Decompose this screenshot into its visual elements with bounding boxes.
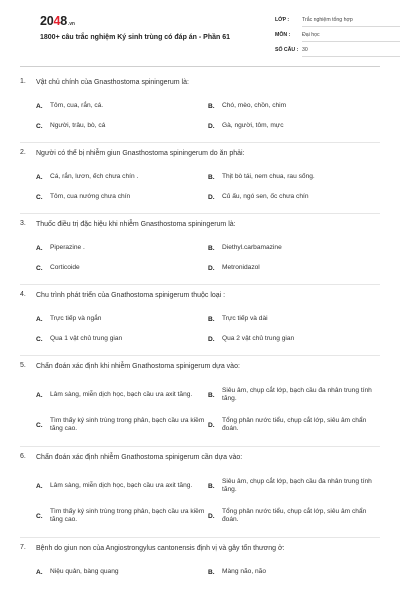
option-text: Tôm, cua, rắn, cá. bbox=[50, 101, 104, 109]
option-text: Lâm sàng, miễn dịch học, bạch cầu ưa axit tăng. bbox=[50, 390, 193, 398]
option-c[interactable] bbox=[36, 262, 208, 274]
option-text: Chó, mèo, chồn, chim bbox=[222, 101, 287, 109]
option-c[interactable] bbox=[36, 191, 208, 203]
option-d[interactable] bbox=[208, 191, 380, 203]
option-d[interactable] bbox=[208, 333, 380, 345]
option-b[interactable] bbox=[208, 475, 380, 497]
question-number: 1. bbox=[20, 78, 26, 85]
option-text: Người, trâu, bò, cá bbox=[50, 121, 106, 129]
option-letter: D. bbox=[208, 335, 215, 343]
option-letter: B. bbox=[208, 102, 215, 110]
option-a[interactable] bbox=[36, 313, 208, 325]
option-a[interactable] bbox=[36, 100, 208, 112]
document-header bbox=[20, 0, 380, 66]
option-b[interactable] bbox=[208, 100, 380, 112]
question-7 bbox=[20, 544, 380, 578]
option-c[interactable] bbox=[36, 505, 208, 527]
question-text: Thuốc điều trị đặc hiệu khi nhiễm Gnasthostoma spiningerum là: bbox=[36, 221, 236, 228]
option-letter: B. bbox=[208, 173, 215, 181]
meta-value: Đại học bbox=[302, 29, 400, 42]
question-1 bbox=[20, 78, 380, 143]
option-letter: D. bbox=[208, 512, 215, 520]
logo-suffix: .vn bbox=[68, 21, 75, 27]
option-d[interactable] bbox=[208, 262, 380, 274]
question-separator bbox=[20, 355, 380, 356]
question-text: Chu trình phát triển của Gnathostoma spinigerum thuộc loại : bbox=[36, 292, 226, 299]
question-number: 7. bbox=[20, 544, 26, 551]
option-d[interactable] bbox=[208, 414, 380, 436]
meta-panel bbox=[275, 14, 400, 59]
option-letter: B. bbox=[208, 391, 215, 399]
question-text: Bệnh do giun non của Angiostrongylus cantonensis định vị và gây tổn thương ở: bbox=[36, 545, 285, 552]
question-text: Chẩn đoán xác định nhiễm Gnathostoma spinigerum cần dựa vào: bbox=[36, 454, 243, 461]
option-text: Gà, người, tôm, mực bbox=[222, 121, 284, 129]
question-number: 5. bbox=[20, 362, 26, 369]
option-letter: D. bbox=[208, 264, 215, 272]
option-a[interactable] bbox=[36, 384, 208, 406]
option-letter: A. bbox=[36, 568, 43, 576]
question-number: 3. bbox=[20, 220, 26, 227]
site-logo[interactable] bbox=[40, 14, 75, 28]
answer-options bbox=[36, 171, 380, 203]
option-a[interactable] bbox=[36, 242, 208, 254]
option-c[interactable] bbox=[36, 120, 208, 132]
question-text: Chẩn đoán xác định khi nhiễm Gnathostoma spinigerum dựa vào: bbox=[36, 363, 240, 370]
option-b[interactable] bbox=[208, 313, 380, 325]
option-b[interactable] bbox=[208, 384, 380, 406]
option-letter: C. bbox=[36, 512, 43, 520]
question-list bbox=[20, 72, 380, 578]
answer-options bbox=[36, 242, 380, 274]
option-a[interactable] bbox=[36, 171, 208, 183]
option-text: Trực tiếp và dài bbox=[222, 314, 268, 322]
option-text: Siêu âm, chụp cắt lớp, bạch cầu đa nhân trung tính tăng. bbox=[222, 477, 372, 493]
question-text: Người có thể bị nhiễm giun Gnasthostoma spiningerum do ăn phải: bbox=[36, 150, 245, 157]
option-a[interactable] bbox=[36, 475, 208, 497]
option-text: Tổng phân nước tiểu, chụp cắt lớp, siêu âm chẩn đoán. bbox=[222, 416, 367, 432]
question-separator bbox=[20, 537, 380, 538]
option-letter: A. bbox=[36, 173, 43, 181]
option-text: Diethyl.carbamazine bbox=[222, 243, 282, 251]
option-text: Trực tiếp và ngắn bbox=[50, 314, 102, 322]
option-text: Cá, rắn, lươn, ếch chưa chín . bbox=[50, 172, 139, 180]
question-text: Vật chủ chính của Gnasthostoma spiningerum là: bbox=[36, 79, 189, 86]
option-letter: B. bbox=[208, 568, 215, 576]
question-number: 6. bbox=[20, 453, 26, 460]
meta-key: LỚP : bbox=[275, 17, 290, 23]
option-text: Qua 2 vật chủ trung gian bbox=[222, 334, 295, 342]
question-2 bbox=[20, 149, 380, 214]
option-text: Qua 1 vật chủ trung gian bbox=[50, 334, 123, 342]
option-text: Metronidazol bbox=[222, 263, 260, 271]
option-letter: D. bbox=[208, 193, 215, 201]
option-d[interactable] bbox=[208, 505, 380, 527]
option-letter: A. bbox=[36, 102, 43, 110]
meta-class bbox=[275, 14, 400, 29]
answer-options bbox=[36, 475, 380, 527]
option-c[interactable] bbox=[36, 414, 208, 436]
option-b[interactable] bbox=[208, 566, 380, 578]
option-letter: A. bbox=[36, 482, 43, 490]
meta-value: 30 bbox=[302, 44, 400, 57]
question-separator bbox=[20, 213, 380, 214]
header-divider bbox=[20, 66, 380, 67]
question-separator bbox=[20, 142, 380, 143]
option-text: Corticoide bbox=[50, 263, 80, 271]
question-6 bbox=[20, 453, 380, 538]
option-text: Tôm, cua nướng chưa chín bbox=[50, 192, 131, 200]
option-b[interactable] bbox=[208, 242, 380, 254]
option-text: Tìm thấy ký sinh trùng trong phân, bạch cầu ưa kiềm tăng cao. bbox=[50, 416, 205, 432]
meta-value: Trắc nghiệm tổng hợp bbox=[302, 14, 400, 27]
option-text: Củ ấu, ngó sen, ốc chưa chín bbox=[222, 192, 309, 200]
question-separator bbox=[20, 446, 380, 447]
option-letter: A. bbox=[36, 315, 43, 323]
option-d[interactable] bbox=[208, 120, 380, 132]
question-number: 4. bbox=[20, 291, 26, 298]
option-letter: C. bbox=[36, 193, 43, 201]
option-a[interactable] bbox=[36, 566, 208, 578]
option-letter: B. bbox=[208, 244, 215, 252]
option-text: Piperazine . bbox=[50, 243, 85, 251]
option-letter: B. bbox=[208, 482, 215, 490]
option-text: Niệu quản, bàng quang bbox=[50, 567, 119, 575]
option-letter: D. bbox=[208, 421, 215, 429]
option-letter: D. bbox=[208, 122, 215, 130]
option-text: Lâm sàng, miễn dịch học, bạch cầu ưa axit tăng. bbox=[50, 481, 193, 489]
option-letter: C. bbox=[36, 421, 43, 429]
question-4 bbox=[20, 291, 380, 356]
option-letter: C. bbox=[36, 264, 43, 272]
option-text: Thịt bò tái, nem chua, rau sống. bbox=[222, 172, 315, 180]
option-letter: A. bbox=[36, 244, 43, 252]
question-5 bbox=[20, 362, 380, 447]
answer-options bbox=[36, 566, 380, 578]
meta-key: SỐ CÂU : bbox=[275, 47, 299, 53]
option-text: Siêu âm, chụp cắt lớp, bạch cầu đa nhân trung tính tăng. bbox=[222, 386, 372, 402]
question-3 bbox=[20, 220, 380, 285]
meta-count bbox=[275, 44, 400, 59]
option-letter: B. bbox=[208, 315, 215, 323]
option-c[interactable] bbox=[36, 333, 208, 345]
question-number: 2. bbox=[20, 149, 26, 156]
option-letter: C. bbox=[36, 335, 43, 343]
answer-options bbox=[36, 313, 380, 345]
logo-text: 2048 bbox=[40, 14, 68, 28]
meta-key: MÔN : bbox=[275, 32, 291, 38]
option-text: Tổng phân nước tiểu, chụp cắt lớp, siêu âm chẩn đoán. bbox=[222, 507, 367, 523]
option-letter: A. bbox=[36, 391, 43, 399]
answer-options bbox=[36, 100, 380, 132]
document-title: 1800+ câu trắc nghiệm Ký sinh trùng có đáp án - Phần 61 bbox=[40, 34, 231, 41]
meta-subject bbox=[275, 29, 400, 44]
answer-options bbox=[36, 384, 380, 436]
question-separator bbox=[20, 284, 380, 285]
option-letter: C. bbox=[36, 122, 43, 130]
option-b[interactable] bbox=[208, 171, 380, 183]
option-text: Màng não, não bbox=[222, 567, 266, 575]
option-text: Tìm thấy ký sinh trùng trong phân, bạch cầu ưa kiềm tăng cao. bbox=[50, 507, 205, 523]
